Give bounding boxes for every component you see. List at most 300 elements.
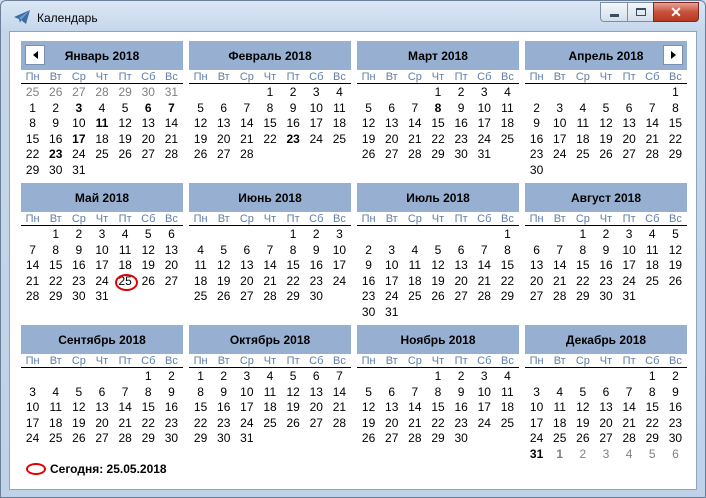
day-cell[interactable]: 11 (646, 242, 659, 257)
day-cell[interactable]: 8 (504, 242, 511, 257)
day-cell[interactable]: 16 (454, 116, 468, 130)
day-cell[interactable]: 6 (243, 242, 251, 257)
day-cell[interactable]: 11 (333, 100, 346, 115)
day-cell[interactable]: 20 (385, 415, 399, 430)
day-cell[interactable]: 17 (95, 258, 109, 272)
day-cell[interactable]: 19 (118, 131, 132, 146)
day-cell[interactable]: 11 (49, 400, 62, 414)
day-cell[interactable]: 28 (25, 289, 40, 303)
day-cell[interactable]: 23 (454, 131, 468, 146)
day-cell[interactable]: 6 (98, 384, 106, 399)
day-cell[interactable]: 16 (309, 258, 323, 272)
day-cell[interactable]: 24 (240, 415, 254, 430)
day-cell[interactable]: 3 (29, 384, 36, 399)
day-cell[interactable]: 26 (431, 289, 445, 303)
day-cell[interactable]: 8 (52, 242, 60, 257)
day-cell[interactable]: 12 (361, 400, 376, 414)
day-cell[interactable]: 30 (529, 162, 544, 177)
day-cell[interactable]: 8 (579, 242, 587, 257)
day-cell[interactable]: 29 (431, 147, 445, 161)
day-cell[interactable]: 25 (553, 431, 567, 445)
day-cell[interactable]: 14 (118, 400, 132, 414)
day-cell[interactable]: 19 (361, 415, 376, 430)
day-cell[interactable]: 3 (533, 384, 540, 399)
day-cell[interactable]: 2 (579, 446, 587, 461)
day-cell[interactable]: 10 (622, 242, 636, 257)
day-cell[interactable]: 28 (263, 289, 277, 303)
day-cell[interactable]: 14 (263, 258, 277, 272)
day-cell[interactable]: 3 (602, 446, 610, 461)
day-cell[interactable]: 26 (118, 147, 132, 161)
day-cell[interactable]: 29 (500, 289, 515, 303)
day-cell[interactable]: 18 (500, 116, 515, 130)
day-cell[interactable]: 4 (504, 85, 511, 99)
day-cell[interactable]: 13 (622, 116, 636, 130)
day-cell[interactable]: 22 (431, 131, 445, 146)
day-cell[interactable]: 18 (332, 116, 347, 130)
day-cell[interactable]: 14 (164, 116, 179, 130)
day-cell[interactable]: 13 (599, 400, 613, 414)
day-cell[interactable]: 14 (25, 258, 40, 272)
day-cell[interactable]: 9 (289, 100, 297, 115)
day-cell[interactable]: 9 (312, 242, 320, 257)
day-cell[interactable]: 1 (29, 100, 36, 115)
day-cell[interactable]: 12 (668, 242, 683, 257)
day-cell[interactable]: 25 (500, 415, 515, 430)
day-cell[interactable]: 5 (197, 100, 204, 115)
day-cell[interactable]: 1 (648, 369, 656, 383)
day-cell[interactable]: 7 (411, 100, 419, 115)
day-cell[interactable]: 3 (336, 227, 343, 241)
day-cell[interactable]: 17 (529, 415, 544, 430)
day-cell[interactable]: 23 (361, 289, 376, 303)
day-cell[interactable]: 16 (49, 131, 63, 146)
day-cell[interactable]: 15 (668, 116, 683, 130)
day-cell[interactable]: 12 (141, 242, 155, 257)
day-cell[interactable]: 24 (553, 147, 567, 161)
day-cell[interactable]: 22 (286, 273, 300, 288)
day-cell[interactable]: 6 (388, 100, 396, 115)
day-cell[interactable]: 27 (141, 147, 155, 161)
day-cell[interactable]: 8 (289, 242, 297, 257)
day-cell[interactable]: 26 (599, 147, 613, 161)
day-cell[interactable]: 14 (645, 116, 659, 130)
day-cell[interactable]: 29 (25, 162, 40, 177)
day-cell[interactable]: 28 (645, 147, 659, 161)
day-cell[interactable]: 9 (52, 116, 60, 130)
day-cell[interactable]: 27 (599, 431, 613, 445)
day-cell[interactable]: 28 (240, 147, 254, 161)
day-cell[interactable]: 13 (240, 258, 254, 272)
day-cell[interactable]: 1 (672, 85, 679, 99)
day-cell[interactable]: 6 (220, 100, 228, 115)
day-cell[interactable]: 19 (668, 258, 683, 272)
day-cell[interactable]: 30 (599, 289, 613, 303)
day-cell[interactable]: 17 (622, 258, 636, 272)
day-cell[interactable]: 11 (118, 242, 132, 257)
day-cell[interactable]: 8 (434, 384, 442, 399)
prev-month-button[interactable] (25, 45, 45, 65)
day-cell[interactable]: 18 (263, 400, 277, 414)
day-cell[interactable]: 5 (579, 384, 587, 399)
day-cell[interactable]: 23 (599, 273, 613, 288)
day-cell[interactable]: 29 (141, 431, 155, 445)
day-cell[interactable]: 10 (553, 116, 567, 130)
day-cell[interactable]: 31 (240, 431, 254, 445)
day-cell[interactable]: 7 (243, 100, 251, 115)
day-cell-today[interactable]: 25 (114, 274, 137, 290)
day-cell[interactable]: 19 (361, 131, 376, 146)
day-cell[interactable]: 31 (385, 304, 399, 319)
day-cell[interactable]: 17 (553, 131, 567, 146)
day-cell[interactable]: 21 (477, 273, 491, 288)
day-cell[interactable]: 23 (529, 147, 544, 161)
day-cell[interactable]: 19 (193, 131, 208, 146)
day-cell[interactable]: 25 (263, 415, 277, 430)
day-cell[interactable]: 5 (75, 384, 83, 399)
day-cell[interactable]: 5 (121, 100, 129, 115)
day-cell[interactable]: 2 (602, 227, 610, 241)
day-cell[interactable]: 30 (309, 289, 323, 303)
day-cell[interactable]: 22 (431, 415, 445, 430)
day-cell[interactable]: 12 (72, 400, 86, 414)
day-cell[interactable]: 14 (477, 258, 491, 272)
day-cell[interactable]: 13 (95, 400, 109, 414)
day-cell[interactable]: 12 (599, 116, 613, 130)
day-cell[interactable]: 5 (365, 384, 372, 399)
day-cell[interactable]: 27 (72, 85, 86, 99)
day-cell[interactable]: 9 (220, 384, 228, 399)
day-cell[interactable]: 25 (49, 431, 63, 445)
day-cell[interactable]: 11 (194, 258, 207, 272)
day-cell[interactable]: 21 (553, 273, 567, 288)
day-cell[interactable]: 27 (217, 147, 231, 161)
day-cell[interactable]: 26 (72, 431, 86, 445)
day-cell[interactable]: 21 (408, 131, 422, 146)
close-button[interactable] (653, 2, 699, 22)
day-cell[interactable]: 24 (309, 131, 323, 146)
day-cell[interactable]: 16 (599, 258, 613, 272)
day-cell[interactable]: 1 (434, 85, 442, 99)
day-cell[interactable]: 25 (645, 273, 659, 288)
day-cell[interactable]: 11 (576, 116, 590, 130)
day-cell[interactable]: 31 (164, 85, 179, 99)
day-cell[interactable]: 20 (599, 415, 613, 430)
day-cell[interactable]: 5 (602, 100, 610, 115)
day-cell[interactable]: 28 (95, 85, 109, 99)
day-cell[interactable]: 30 (72, 289, 86, 303)
day-cell[interactable]: 10 (240, 384, 254, 399)
day-cell[interactable]: 7 (266, 242, 274, 257)
day-cell[interactable]: 23 (309, 273, 323, 288)
day-cell[interactable]: 2 (365, 242, 372, 257)
day-cell[interactable]: 2 (52, 100, 60, 115)
day-cell[interactable]: 20 (240, 273, 254, 288)
day-cell[interactable]: 27 (622, 147, 636, 161)
day-cell[interactable]: 22 (193, 415, 208, 430)
day-cell[interactable]: 17 (25, 415, 40, 430)
day-cell[interactable]: 3 (556, 100, 564, 115)
day-cell[interactable]: 10 (477, 384, 491, 399)
day-cell[interactable]: 14 (622, 400, 636, 414)
day-cell[interactable]: 8 (266, 100, 274, 115)
day-cell[interactable]: 18 (408, 273, 422, 288)
day-cell[interactable]: 2 (289, 85, 297, 99)
day-cell[interactable]: 1 (197, 369, 204, 383)
day-cell[interactable]: 12 (576, 400, 590, 414)
day-cell[interactable]: 25 (576, 147, 590, 161)
day-cell[interactable]: 30 (217, 431, 231, 445)
day-cell[interactable]: 16 (529, 131, 544, 146)
day-cell[interactable]: 21 (332, 400, 347, 414)
day-cell[interactable]: 2 (457, 369, 465, 383)
day-cell[interactable]: 27 (529, 289, 544, 303)
day-cell[interactable]: 3 (480, 85, 488, 99)
day-cell[interactable]: 4 (411, 242, 419, 257)
day-cell[interactable]: 4 (121, 227, 129, 241)
day-cell[interactable]: 13 (385, 400, 399, 414)
title-bar[interactable] (1, 1, 705, 33)
day-cell[interactable]: 4 (556, 384, 564, 399)
day-cell[interactable]: 7 (480, 242, 488, 257)
day-cell[interactable]: 16 (164, 400, 179, 414)
day-cell[interactable]: 8 (197, 384, 204, 399)
day-cell[interactable]: 21 (622, 415, 636, 430)
day-cell[interactable]: 15 (49, 258, 63, 272)
day-cell[interactable]: 30 (141, 85, 155, 99)
today-indicator[interactable] (26, 462, 167, 476)
day-cell[interactable]: 14 (408, 116, 422, 130)
day-cell[interactable]: 12 (431, 258, 445, 272)
day-cell[interactable]: 12 (286, 384, 300, 399)
day-cell[interactable]: 17 (72, 131, 86, 146)
day-cell[interactable]: 18 (193, 273, 208, 288)
day-cell[interactable]: 21 (645, 131, 659, 146)
day-cell[interactable]: 14 (553, 258, 567, 272)
day-cell[interactable]: 22 (141, 415, 155, 430)
day-cell[interactable]: 24 (385, 289, 399, 303)
day-cell[interactable]: 29 (668, 147, 683, 161)
day-cell[interactable]: 10 (332, 242, 347, 257)
day-cell[interactable]: 3 (388, 242, 396, 257)
day-cell[interactable]: 6 (388, 384, 396, 399)
day-cell[interactable]: 7 (411, 384, 419, 399)
day-cell[interactable]: 15 (263, 116, 277, 130)
day-cell[interactable]: 3 (243, 369, 251, 383)
day-cell[interactable]: 29 (286, 289, 300, 303)
day-cell[interactable]: 20 (529, 273, 544, 288)
day-cell[interactable]: 7 (121, 384, 129, 399)
day-cell[interactable]: 21 (118, 415, 132, 430)
day-cell[interactable]: 28 (622, 431, 636, 445)
day-cell[interactable]: 16 (361, 273, 376, 288)
day-cell[interactable]: 7 (168, 100, 175, 115)
day-cell[interactable]: 17 (332, 258, 347, 272)
day-cell[interactable]: 23 (164, 415, 179, 430)
day-cell[interactable]: 27 (309, 415, 323, 430)
day-cell[interactable]: 15 (25, 131, 40, 146)
day-cell[interactable]: 24 (25, 431, 40, 445)
day-cell[interactable]: 1 (556, 446, 564, 461)
day-cell[interactable]: 16 (286, 116, 300, 130)
day-cell[interactable]: 31 (95, 289, 109, 303)
day-cell[interactable]: 31 (529, 446, 544, 461)
day-cell[interactable]: 9 (457, 100, 465, 115)
day-cell[interactable]: 17 (477, 400, 491, 414)
day-cell[interactable]: 16 (217, 400, 231, 414)
day-cell[interactable]: 7 (29, 242, 36, 257)
day-cell[interactable]: 4 (625, 446, 633, 461)
day-cell[interactable]: 26 (361, 431, 376, 445)
day-cell[interactable]: 2 (312, 227, 320, 241)
day-cell[interactable]: 1 (52, 227, 60, 241)
day-cell[interactable]: 20 (622, 131, 636, 146)
day-cell[interactable]: 22 (576, 273, 590, 288)
day-cell[interactable]: 7 (336, 369, 343, 383)
day-cell[interactable]: 1 (289, 227, 297, 241)
day-cell[interactable]: 5 (648, 446, 656, 461)
day-cell[interactable]: 2 (75, 227, 83, 241)
day-cell[interactable]: 10 (477, 100, 491, 115)
day-cell[interactable]: 26 (49, 85, 63, 99)
day-cell[interactable]: 15 (576, 258, 590, 272)
day-cell[interactable]: 10 (385, 258, 399, 272)
day-cell[interactable]: 22 (668, 131, 683, 146)
day-cell[interactable]: 22 (500, 273, 515, 288)
day-cell[interactable]: 13 (141, 116, 155, 130)
day-cell[interactable]: 4 (266, 369, 274, 383)
day-cell[interactable]: 31 (477, 147, 491, 161)
day-cell[interactable]: 29 (576, 289, 590, 303)
day-cell[interactable]: 7 (556, 242, 564, 257)
day-cell[interactable]: 20 (454, 273, 468, 288)
day-cell[interactable]: 18 (576, 131, 590, 146)
day-cell[interactable]: 20 (95, 415, 109, 430)
day-cell[interactable]: 24 (95, 273, 109, 288)
day-cell[interactable]: 4 (336, 85, 343, 99)
day-cell[interactable]: 24 (477, 415, 491, 430)
day-cell[interactable]: 14 (408, 400, 422, 414)
day-cell[interactable]: 5 (672, 227, 679, 241)
day-cell[interactable]: 9 (672, 384, 679, 399)
minimize-button[interactable] (600, 2, 627, 22)
day-cell[interactable]: 23 (72, 273, 86, 288)
day-cell[interactable]: 27 (240, 289, 254, 303)
day-cell[interactable]: 26 (141, 273, 155, 288)
day-cell[interactable]: 20 (141, 131, 155, 146)
day-cell[interactable]: 9 (168, 384, 175, 399)
day-cell[interactable]: 22 (25, 147, 40, 161)
day-cell[interactable]: 10 (95, 242, 109, 257)
day-cell[interactable]: 24 (529, 431, 544, 445)
day-cell[interactable]: 21 (408, 415, 422, 430)
day-cell[interactable]: 22 (263, 131, 277, 146)
day-cell[interactable]: 5 (289, 369, 297, 383)
day-cell[interactable]: 6 (625, 100, 633, 115)
day-cell[interactable]: 22 (49, 273, 63, 288)
day-cell[interactable]: 11 (501, 384, 514, 399)
day-cell[interactable]: 13 (385, 116, 399, 130)
day-cell[interactable]: 31 (72, 162, 86, 177)
day-cell[interactable]: 6 (602, 384, 610, 399)
day-cell[interactable]: 13 (164, 242, 179, 257)
day-cell[interactable]: 15 (141, 400, 155, 414)
day-cell[interactable]: 21 (164, 131, 179, 146)
day-cell[interactable]: 2 (220, 369, 228, 383)
day-cell[interactable]: 15 (286, 258, 300, 272)
day-cell[interactable]: 6 (144, 100, 152, 115)
day-cell[interactable]: 8 (672, 100, 679, 115)
day-cell[interactable]: 6 (672, 446, 679, 461)
day-cell[interactable]: 25 (408, 289, 422, 303)
day-cell[interactable]: 26 (361, 147, 376, 161)
day-cell[interactable]: 20 (164, 258, 179, 272)
day-cell[interactable]: 9 (75, 242, 83, 257)
day-cell[interactable]: 23 (49, 147, 63, 161)
day-cell[interactable]: 18 (95, 131, 109, 146)
day-cell[interactable]: 6 (312, 369, 320, 383)
day-cell[interactable]: 17 (240, 400, 254, 414)
day-cell[interactable]: 29 (645, 431, 659, 445)
day-cell[interactable]: 11 (501, 100, 514, 115)
day-cell[interactable]: 19 (431, 273, 445, 288)
day-cell[interactable]: 25 (332, 131, 347, 146)
day-cell[interactable]: 2 (457, 85, 465, 99)
day-cell[interactable]: 10 (529, 400, 544, 414)
day-cell[interactable]: 4 (197, 242, 204, 257)
day-cell[interactable]: 4 (504, 369, 511, 383)
day-cell[interactable]: 7 (625, 384, 633, 399)
day-cell[interactable]: 7 (648, 100, 656, 115)
day-cell[interactable]: 12 (193, 116, 208, 130)
day-cell[interactable]: 26 (576, 431, 590, 445)
day-cell[interactable]: 8 (144, 384, 152, 399)
day-cell[interactable]: 10 (309, 100, 323, 115)
day-cell[interactable]: 28 (408, 147, 422, 161)
day-cell[interactable]: 25 (500, 131, 515, 146)
day-cell[interactable]: 19 (576, 415, 590, 430)
day-cell[interactable]: 6 (457, 242, 465, 257)
day-cell[interactable]: 13 (529, 258, 544, 272)
day-cell[interactable]: 10 (72, 116, 86, 130)
maximize-button[interactable] (627, 2, 653, 22)
day-cell[interactable]: 11 (95, 116, 109, 130)
day-cell[interactable]: 21 (263, 273, 277, 288)
day-cell[interactable]: 5 (365, 100, 372, 115)
day-cell[interactable]: 21 (25, 273, 40, 288)
day-cell[interactable]: 16 (72, 258, 86, 272)
day-cell[interactable]: 28 (553, 289, 567, 303)
day-cell[interactable]: 6 (533, 242, 540, 257)
day-cell[interactable]: 28 (477, 289, 491, 303)
day-cell[interactable]: 1 (144, 369, 152, 383)
day-cell[interactable]: 2 (533, 100, 540, 115)
day-cell[interactable]: 25 (25, 85, 40, 99)
day-cell[interactable]: 25 (193, 289, 208, 303)
day-cell[interactable]: 19 (217, 273, 231, 288)
day-cell[interactable]: 12 (118, 116, 132, 130)
day-cell[interactable]: 12 (361, 116, 376, 130)
day-cell[interactable]: 4 (579, 100, 587, 115)
day-cell[interactable]: 3 (75, 100, 83, 115)
day-cell[interactable]: 20 (385, 131, 399, 146)
day-cell[interactable]: 9 (457, 384, 465, 399)
day-cell[interactable]: 26 (193, 147, 208, 161)
day-cell[interactable]: 30 (454, 147, 468, 161)
day-cell[interactable]: 28 (118, 431, 132, 445)
day-cell[interactable]: 15 (431, 116, 445, 130)
day-cell[interactable]: 19 (141, 258, 155, 272)
